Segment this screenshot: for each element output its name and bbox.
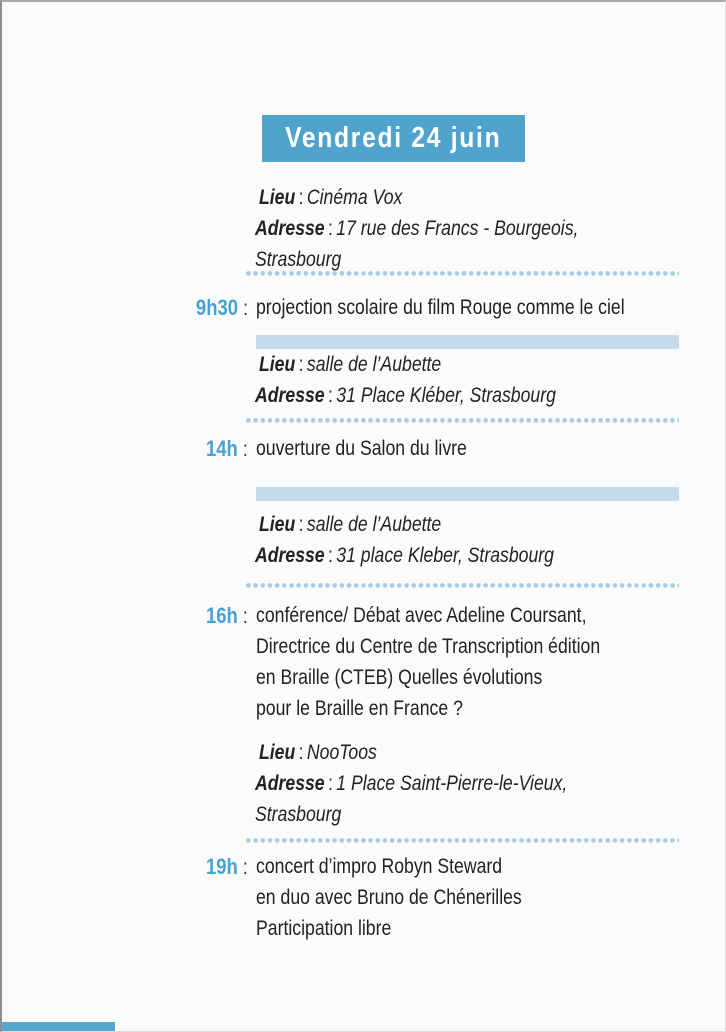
lieu-value: Cinéma Vox xyxy=(306,186,403,209)
colon: : xyxy=(327,772,333,795)
event-description-14h xyxy=(256,433,507,464)
lieu-value: salle de l’Aubette xyxy=(306,513,442,536)
event-line: concert d’impro Robyn Steward xyxy=(256,855,503,878)
colon: : xyxy=(327,384,333,407)
day-banner-title: Vendredi 24 juin xyxy=(285,122,502,154)
dotted-divider xyxy=(246,271,679,276)
time-value: 19h xyxy=(206,854,239,879)
colon: : xyxy=(327,544,333,567)
time-colon: : xyxy=(243,605,248,628)
event-time-14h xyxy=(112,433,248,465)
highlight-bar xyxy=(256,335,679,349)
colon: : xyxy=(298,353,304,376)
dotted-divider xyxy=(246,583,679,588)
colon: : xyxy=(298,513,304,536)
event-line: ouverture du Salon du livre xyxy=(256,437,467,460)
lieu-label: Lieu xyxy=(259,186,296,209)
highlight-bar xyxy=(256,487,679,501)
event-line: conférence/ Débat avec Adeline Coursant, xyxy=(256,604,587,627)
time-colon: : xyxy=(243,297,248,320)
dotted-divider xyxy=(246,418,679,423)
event-line: en Braille (CTEB) Quelles évolutions xyxy=(256,666,543,689)
time-value: 9h30 xyxy=(195,295,239,320)
adresse-value: 31 place Kleber, Strasbourg xyxy=(336,544,554,567)
adresse-value-line2: Strasbourg xyxy=(255,803,342,826)
colon: : xyxy=(298,186,304,209)
event-description-16h xyxy=(256,600,666,724)
event-time-19h xyxy=(112,851,248,883)
event-description-9h30 xyxy=(256,292,695,323)
event-line: Participation libre xyxy=(256,917,392,940)
lieu-label: Lieu xyxy=(259,741,296,764)
venue-block-cinema-vox xyxy=(255,182,640,275)
event-line: pour le Braille en France ? xyxy=(256,697,463,720)
adresse-label: Adresse xyxy=(255,384,325,407)
event-time-16h xyxy=(112,600,248,632)
colon: : xyxy=(298,741,304,764)
venue-block-nootoos xyxy=(255,737,627,830)
adresse-value-line2: Strasbourg xyxy=(255,248,342,271)
lieu-label: Lieu xyxy=(259,353,296,376)
adresse-value: 31 Place Kléber, Strasbourg xyxy=(336,384,556,407)
event-description-19h xyxy=(256,851,572,944)
adresse-value: 1 Place Saint-Pierre-le-Vieux, xyxy=(336,772,568,795)
time-colon: : xyxy=(243,856,248,879)
venue-block-aubette-2 xyxy=(255,509,611,571)
event-time-9h30 xyxy=(112,292,248,324)
adresse-label: Adresse xyxy=(255,772,325,795)
event-line: en duo avec Bruno de Chénerilles xyxy=(256,886,522,909)
day-banner xyxy=(262,115,525,162)
colon: : xyxy=(327,217,333,240)
venue-block-aubette-1 xyxy=(255,349,613,411)
adresse-value: 17 rue des Francs - Bourgeois, xyxy=(336,217,579,240)
lieu-label: Lieu xyxy=(259,513,296,536)
event-line: projection scolaire du film Rouge comme le ciel xyxy=(256,296,625,319)
adresse-label: Adresse xyxy=(255,544,325,567)
time-colon: : xyxy=(243,438,248,461)
footer-accent-bar xyxy=(2,1022,115,1032)
time-value: 14h xyxy=(206,436,239,461)
adresse-label: Adresse xyxy=(255,217,325,240)
time-value: 16h xyxy=(206,603,239,628)
lieu-value: NooToos xyxy=(306,741,377,764)
lieu-value: salle de l’Aubette xyxy=(306,353,442,376)
dotted-divider xyxy=(246,838,679,843)
event-line: Directrice du Centre de Transcription édition xyxy=(256,635,601,658)
